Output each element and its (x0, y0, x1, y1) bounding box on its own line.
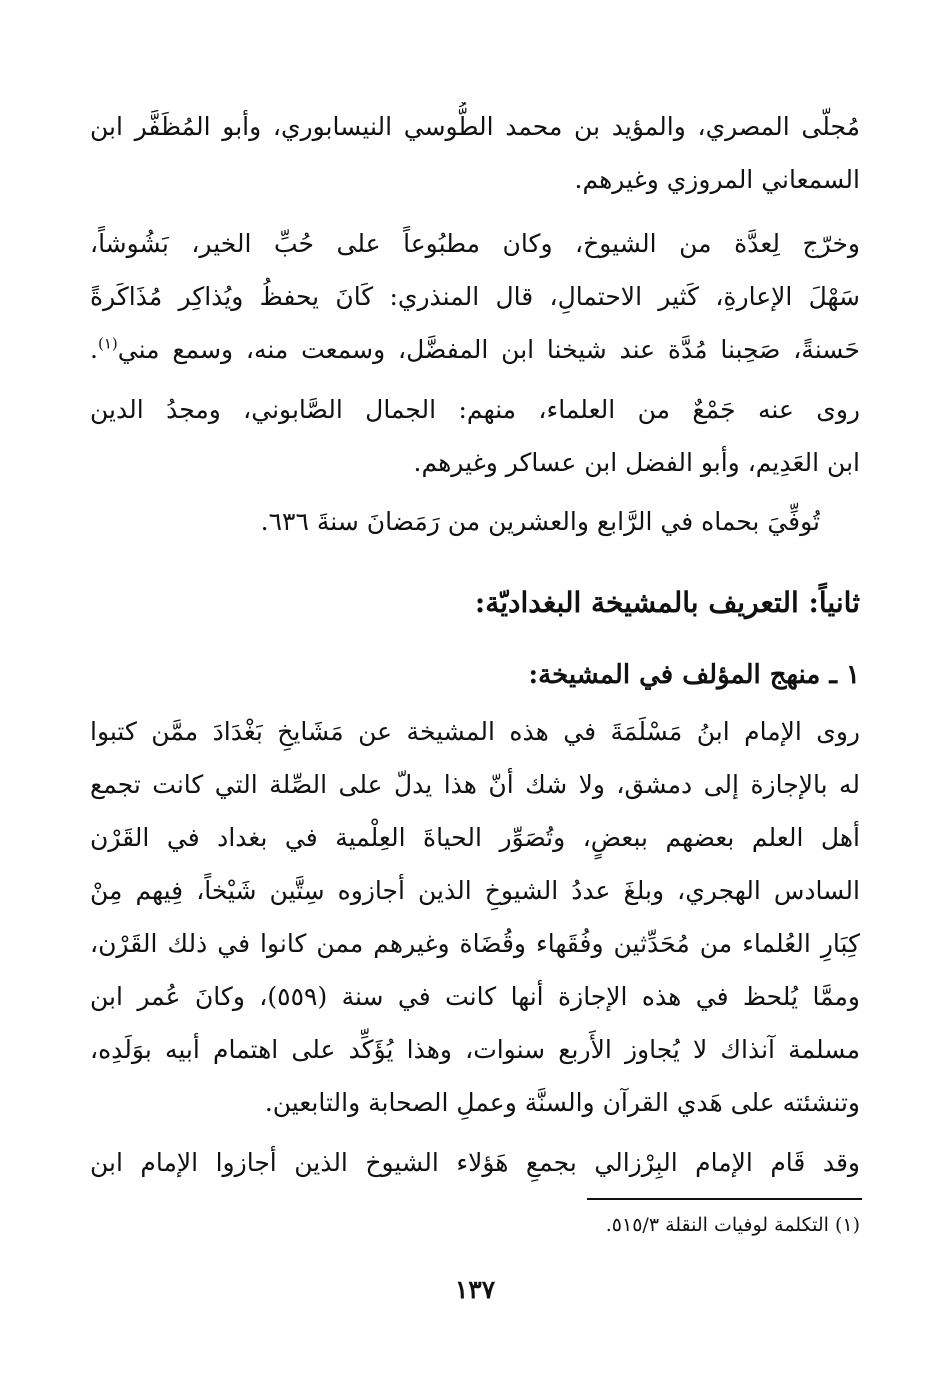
paragraph-3-line-2: ابن العَدِيم، وأبو الفضل ابن عساكر وغيرهم. (413, 448, 860, 477)
paragraph-2-line-2: سَهْلَ الإعارةِ، كَثير الاحتمالِ، قال المنذري: كَانَ يحفظُ ويُذاكِر مُذَاكَرةً (90, 282, 860, 311)
footnote (606, 1205, 860, 1245)
footnote-divider (587, 1198, 862, 1200)
paragraph-5-line-4: السادس الهجري، وبلغَ عددُ الشيوخِ الذين أجازوه سِتَّين شَيْخاً، فِيهم مِنْ (90, 876, 860, 905)
paragraph-6-line-1: وقد قَام الإمام البِرْزالي بجمعِ هَؤلاء الشيوخ الذين أجازوا الإمام ابن (90, 1148, 860, 1177)
footnote-reference: (١) (97, 334, 118, 353)
paragraph-1-line-2: السمعاني المروزي وغيرهم. (574, 165, 860, 194)
paragraph-2-line-3 (90, 325, 860, 375)
footnote-text: التكلمة لوفيات النقلة ٥١٥/٣. (605, 1214, 829, 1236)
section-heading: ثانياً: التعريف بالمشيخة البغداديّة: (474, 586, 860, 619)
paragraph-3-line-1: روى عنه جَمْعٌ من العلماء، منهم: الجمال الصَّابوني، ومجدُ الدين (90, 395, 860, 424)
subsection-heading: ١ ـ منهج المؤلف في المشيخة: (528, 660, 860, 690)
paragraph-2-end-mark: . (90, 335, 98, 364)
paragraph-2-line-3-text: حَسنةً، صَحِبنا مُدَّة عند شيخنا ابن المفضَّل، وسمعت منه، وسمع مني (117, 335, 860, 364)
paragraph-2-line-1: وخرّج لِعدَّة من الشيوخ، وكان مطبُوعاً على حُبِّ الخير، بَشُوشاً، (90, 229, 860, 258)
paragraph-5-line-6: وممَّا يُلحظ في هذه الإجازة أنها كانت في سنة (٥٥٩)، وكانَ عُمر ابن (90, 982, 860, 1011)
paragraph-5-line-5: كِبَارِ العُلماء من مُحَدِّثين وفُقَهاء وقُضَاة وغيرهم ممن كانوا في ذلك القَرْن، (90, 929, 860, 958)
paragraph-5-line-8: وتنشئته على هَدي القرآن والسنَّة وعملِ الصحابة والتابعين. (264, 1088, 860, 1117)
footnote-marker: (١) (834, 1214, 860, 1236)
paragraph-5-line-7: مسلمة آنذاك لا يُجاوز الأَربع سنوات، وهذا يُؤَكِّد على اهتمام أبيه بوَلَدِه، (90, 1035, 860, 1064)
paragraph-4-line-1: تُوفِّيَ بحماه في الرَّابع والعشرين من رَمَضانَ سنةَ ٦٣٦. (260, 507, 820, 536)
paragraph-5-line-3: أهل العلم بعضهم ببعضٍ، وتُصَوِّر الحياةَ العِلْمية في بغداد في القَرْن (90, 823, 860, 852)
paragraph-5-line-1: روى الإمام ابنُ مَسْلَمَةَ في هذه المشيخة عن مَشَايخِ بَغْدَادَ ممَّن كتبوا (90, 717, 860, 746)
page-number: ١٣٧ (454, 1275, 496, 1304)
paragraph-5-line-2: له بالإجازة إلى دمشق، ولا شك أنّ هذا يدلّ على الصِّلة التي كانت تجمع (90, 770, 860, 799)
paragraph-1-line-1: مُجلّى المصري، والمؤيد بن محمد الطُّوسي النيسابوري، وأبو المُظَفَّر ابن (90, 112, 860, 141)
